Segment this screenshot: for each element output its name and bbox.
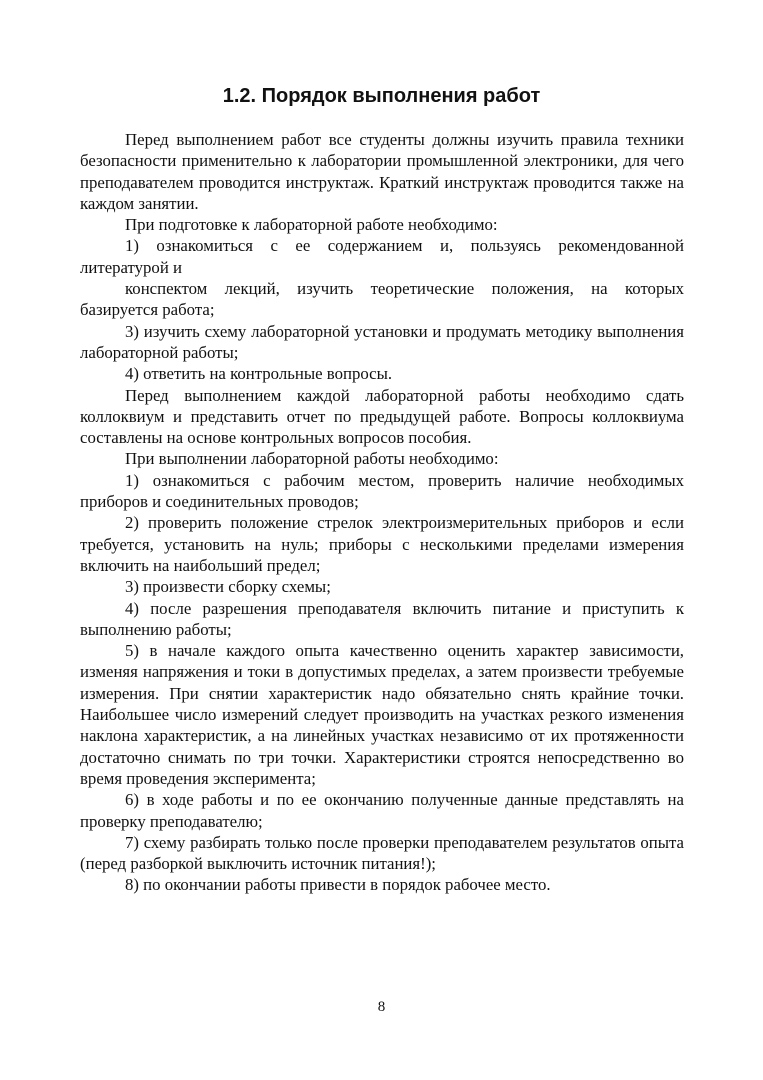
page-number: 8 bbox=[377, 999, 386, 1015]
list-item: 4) ответить на контрольные вопросы. bbox=[125, 364, 393, 384]
list-item: 3) изучить схему лабораторной установки и продумать методику выполнения лабораторной работы; bbox=[80, 321, 684, 362]
paragraph: При подготовке к лабораторной работе необходимо: bbox=[125, 215, 498, 235]
list-item: 3) произвести сборку схемы; bbox=[125, 577, 331, 597]
list-item: 5) в начале каждого опыта качественно оценить характер зависимости, изменяя напряжения и токи в допустимых пределах, а затем произвести требуемые измерения. При снятии характеристик надо обязательно снять крайние точки. Наибольшее число измерений следует производить на участках резкого изменения наклона характеристик, а на линейных участках независимо от их протяженности достаточно снимать по три точки. Характеристики строятся непосредственно во время проведения эксперимента; bbox=[80, 641, 684, 788]
list-item: 8) по окончании работы привести в порядок рабочее место. bbox=[125, 875, 551, 895]
list-item: 2) проверить положение стрелок электроизмерительных приборов и если требуется, установить на нуль; приборы с несколькими пределами измерения включить на наибольший предел; bbox=[80, 513, 684, 575]
list-item: 6) в ходе работы и по ее окончанию полученные данные представлять на проверку преподавателю; bbox=[80, 790, 684, 831]
body-text bbox=[80, 129, 684, 896]
section-title: 1.2. Порядок выполнения работ bbox=[222, 85, 541, 107]
list-item: конспектом лекций, изучить теоретические положения, на которых базируется работа; bbox=[80, 279, 684, 320]
list-item: 4) после разрешения преподавателя включить питание и приступить к выполнению работы; bbox=[80, 598, 684, 639]
paragraph: При выполнении лабораторной работы необходимо: bbox=[125, 449, 499, 469]
list-item: 1) ознакомиться с ее содержанием и, пользуясь рекомендованной литературой и bbox=[80, 236, 684, 277]
list-item: 7) схему разбирать только после проверки преподавателем результатов опыта (перед разборкой выключить источник питания!); bbox=[80, 832, 684, 874]
paragraph: Перед выполнением работ все студенты должны изучить правила техники безопасности применительно к лаборатории промышленной электроники, для чего преподавателем проводится инструктаж. Краткий инструктаж проводится также на каждом занятии. bbox=[80, 130, 684, 213]
list-item: 1) ознакомиться с рабочим местом, проверить наличие необходимых приборов и соединительных проводов; bbox=[80, 470, 684, 512]
paragraph: Перед выполнением каждой лабораторной работы необходимо сдать коллоквиум и представить отчет по предыдущей работе. Вопросы коллоквиума составлены на основе контрольных вопросов пособия. bbox=[80, 385, 684, 448]
